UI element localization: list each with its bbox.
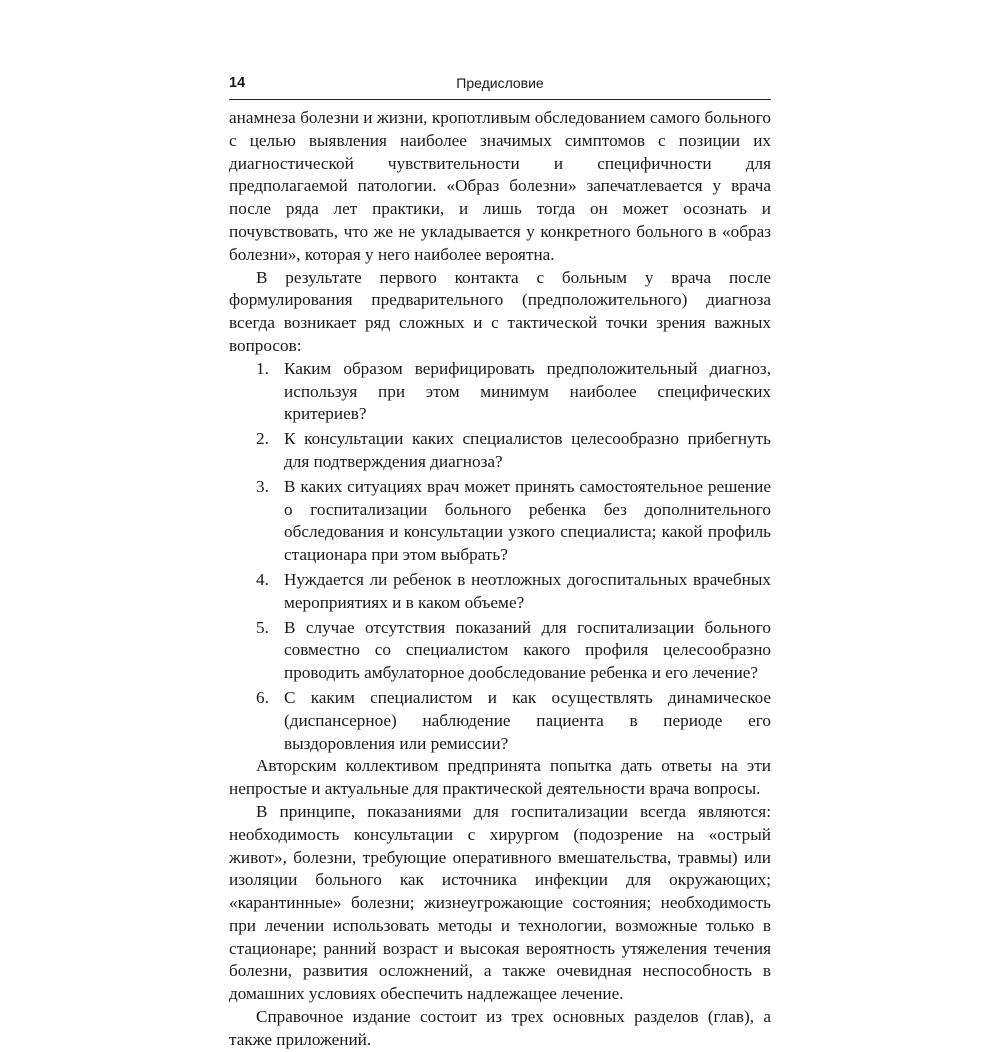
paragraph-result: В результате первого контакта с больным у врача после формулирования предварительного (предположительного) диагноза всегда возникает ряд сложных и с тактической точки зрения важных вопросов: <box>229 267 771 355</box>
paragraph-principle: В принципе, показаниями для госпитализации всегда являются: необходимость консультации с хирургом (подозрение на «острый живот», болезни, требующие оперативного вмешательства, травмы) или изоляции больного как источника инфекции для окружающих; «карантинные» болезни; жизнеугрожающие состояния; необходимость при лечении использовать методы и технологии, возможные только в стационаре; ранний возраст и высокая вероятность утяжеления течения болезни, развития осложнений, а также очевидная неспособность в домашних условиях обеспечить надлежащее лечение. <box>229 801 771 1004</box>
list-item-text: Каким образом верифицировать предположительный диагноз, используя при этом минимум наиболее специфических критериев? <box>284 358 771 424</box>
paragraph-authors: Авторским коллективом предпринята попытка дать ответы на эти непростые и актуальные для практической деятельности врача вопросы. <box>229 756 771 799</box>
list-item-number: 5. <box>256 617 269 637</box>
list-item <box>229 617 771 685</box>
list-item <box>229 476 771 567</box>
list-item-number: 2. <box>256 429 269 449</box>
list-item <box>229 428 771 474</box>
paragraph-edition: Справочное издание состоит из трех основных разделов (глав), а также приложений. <box>229 1007 771 1049</box>
list-item <box>229 687 771 755</box>
running-title: Предисловие <box>456 75 544 91</box>
page-header <box>229 75 771 100</box>
list-item-number: 1. <box>256 358 269 378</box>
list-item-text: К консультации каких специалистов целесообразно прибегнуть для подтверждения диагноза? <box>284 429 771 471</box>
page-number: 14 <box>229 75 246 91</box>
list-item-text: В случае отсутствия показаний для госпитализации больного совместно со специалистом какого профиля целесообразно проводить амбулаторное дообследование ребенка и его лечение? <box>284 617 771 683</box>
list-item <box>229 569 771 615</box>
list-item-number: 4. <box>256 569 269 589</box>
questions-list <box>229 358 771 756</box>
page-body <box>229 107 771 1052</box>
list-item-text: В каких ситуациях врач может принять самостоятельное решение о госпитализации больного ребенка без дополнительного обследования и консультации узкого специалиста; какой профиль стационара при этом выбрать? <box>284 476 771 565</box>
paragraph-intro: анамнеза болезни и жизни, кропотливым обследованием самого больного с целью выявления наиболее значимых симптомов с позиции их диагностической чувствительности и специфичности для предполагаемой патологии. «Образ болезни» запечатлевается у врача после ряда лет практики, и лишь тогда он может осознать и почувствовать, что же не укладывается у конкретного больного в «образ болезни», которая у него наиболее вероятна. <box>229 108 771 264</box>
list-item <box>229 358 771 426</box>
list-item-text: С каким специалистом и как осуществлять динамическое (диспансерное) наблюдение пациента в периоде его выздоровления или ремиссии? <box>284 687 771 753</box>
list-item-number: 6. <box>256 687 269 707</box>
list-item-number: 3. <box>256 476 269 496</box>
list-item-text: Нуждается ли ребенок в неотложных догоспитальных врачебных мероприятиях и в каком объеме? <box>284 569 771 612</box>
